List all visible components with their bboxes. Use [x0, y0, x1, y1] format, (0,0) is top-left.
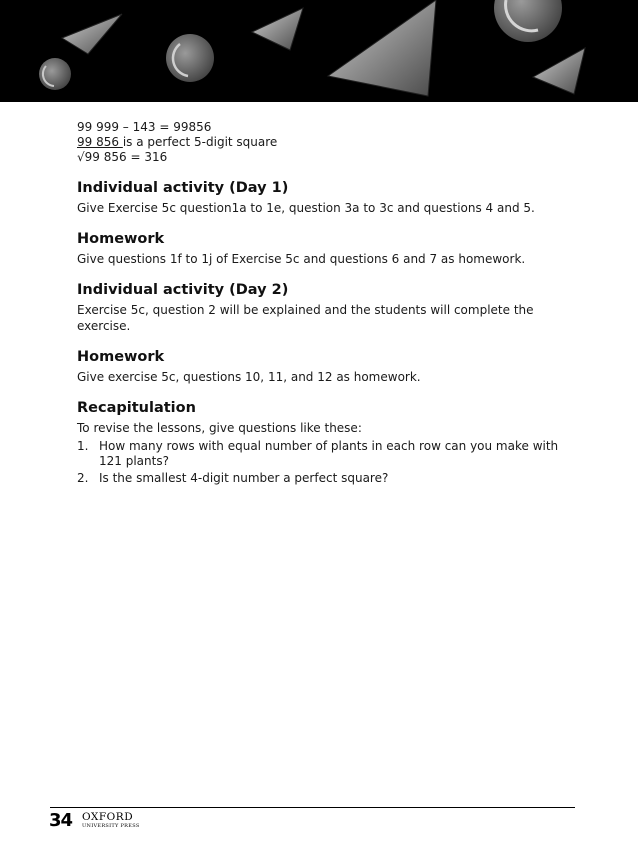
page-number: 34: [49, 810, 73, 831]
list-item-number: 1.: [77, 439, 89, 453]
underlined-number: 99 856: [77, 135, 123, 149]
list-item-text: Is the smallest 4-digit number a perfect square?: [99, 471, 389, 485]
section-text-day2: Exercise 5c, question 2 will be explained and the students will complete the exercise.: [77, 303, 534, 333]
question-list: [77, 439, 577, 486]
calc-line-3: √99 856 = 316: [77, 150, 168, 164]
section-heading-day2: Individual activity (Day 2): [77, 282, 289, 298]
main-content: [77, 120, 577, 488]
section-text-recapitulation: To revise the lessons, give questions like these:: [77, 421, 362, 435]
section-heading-homework-2: Homework: [77, 349, 165, 365]
list-item: [77, 439, 577, 469]
section-text-homework-2: Give exercise 5c, questions 10, 11, and 12 as homework.: [77, 370, 421, 384]
decorative-shapes: [0, 0, 638, 102]
publisher-logo-subtitle: UNIVERSITY PRESS: [82, 823, 140, 829]
list-item: [77, 471, 577, 486]
calculation-block: [77, 120, 577, 165]
section-heading-homework-1: Homework: [77, 231, 165, 247]
calc-line-1: 99 999 – 143 = 99856: [77, 120, 212, 134]
section-text-homework-1: Give questions 1f to 1j of Exercise 5c and questions 6 and 7 as homework.: [77, 252, 526, 266]
calc-line-2-text: is a perfect 5-digit square: [122, 135, 278, 149]
calc-line-2: [77, 135, 577, 150]
section-heading-recapitulation: Recapitulation: [77, 400, 196, 416]
footer-divider: [50, 807, 575, 808]
section-heading-day1: Individual activity (Day 1): [77, 180, 289, 196]
list-item-text: How many rows with equal number of plants in each row can you make with 121 plants?: [99, 439, 559, 468]
list-item-number: 2.: [77, 471, 89, 485]
header-banner: [0, 0, 638, 102]
publisher-logo: OXFORD: [82, 811, 134, 823]
section-text-day1: Give Exercise 5c question1a to 1e, question 3a to 3c and questions 4 and 5.: [77, 201, 535, 215]
